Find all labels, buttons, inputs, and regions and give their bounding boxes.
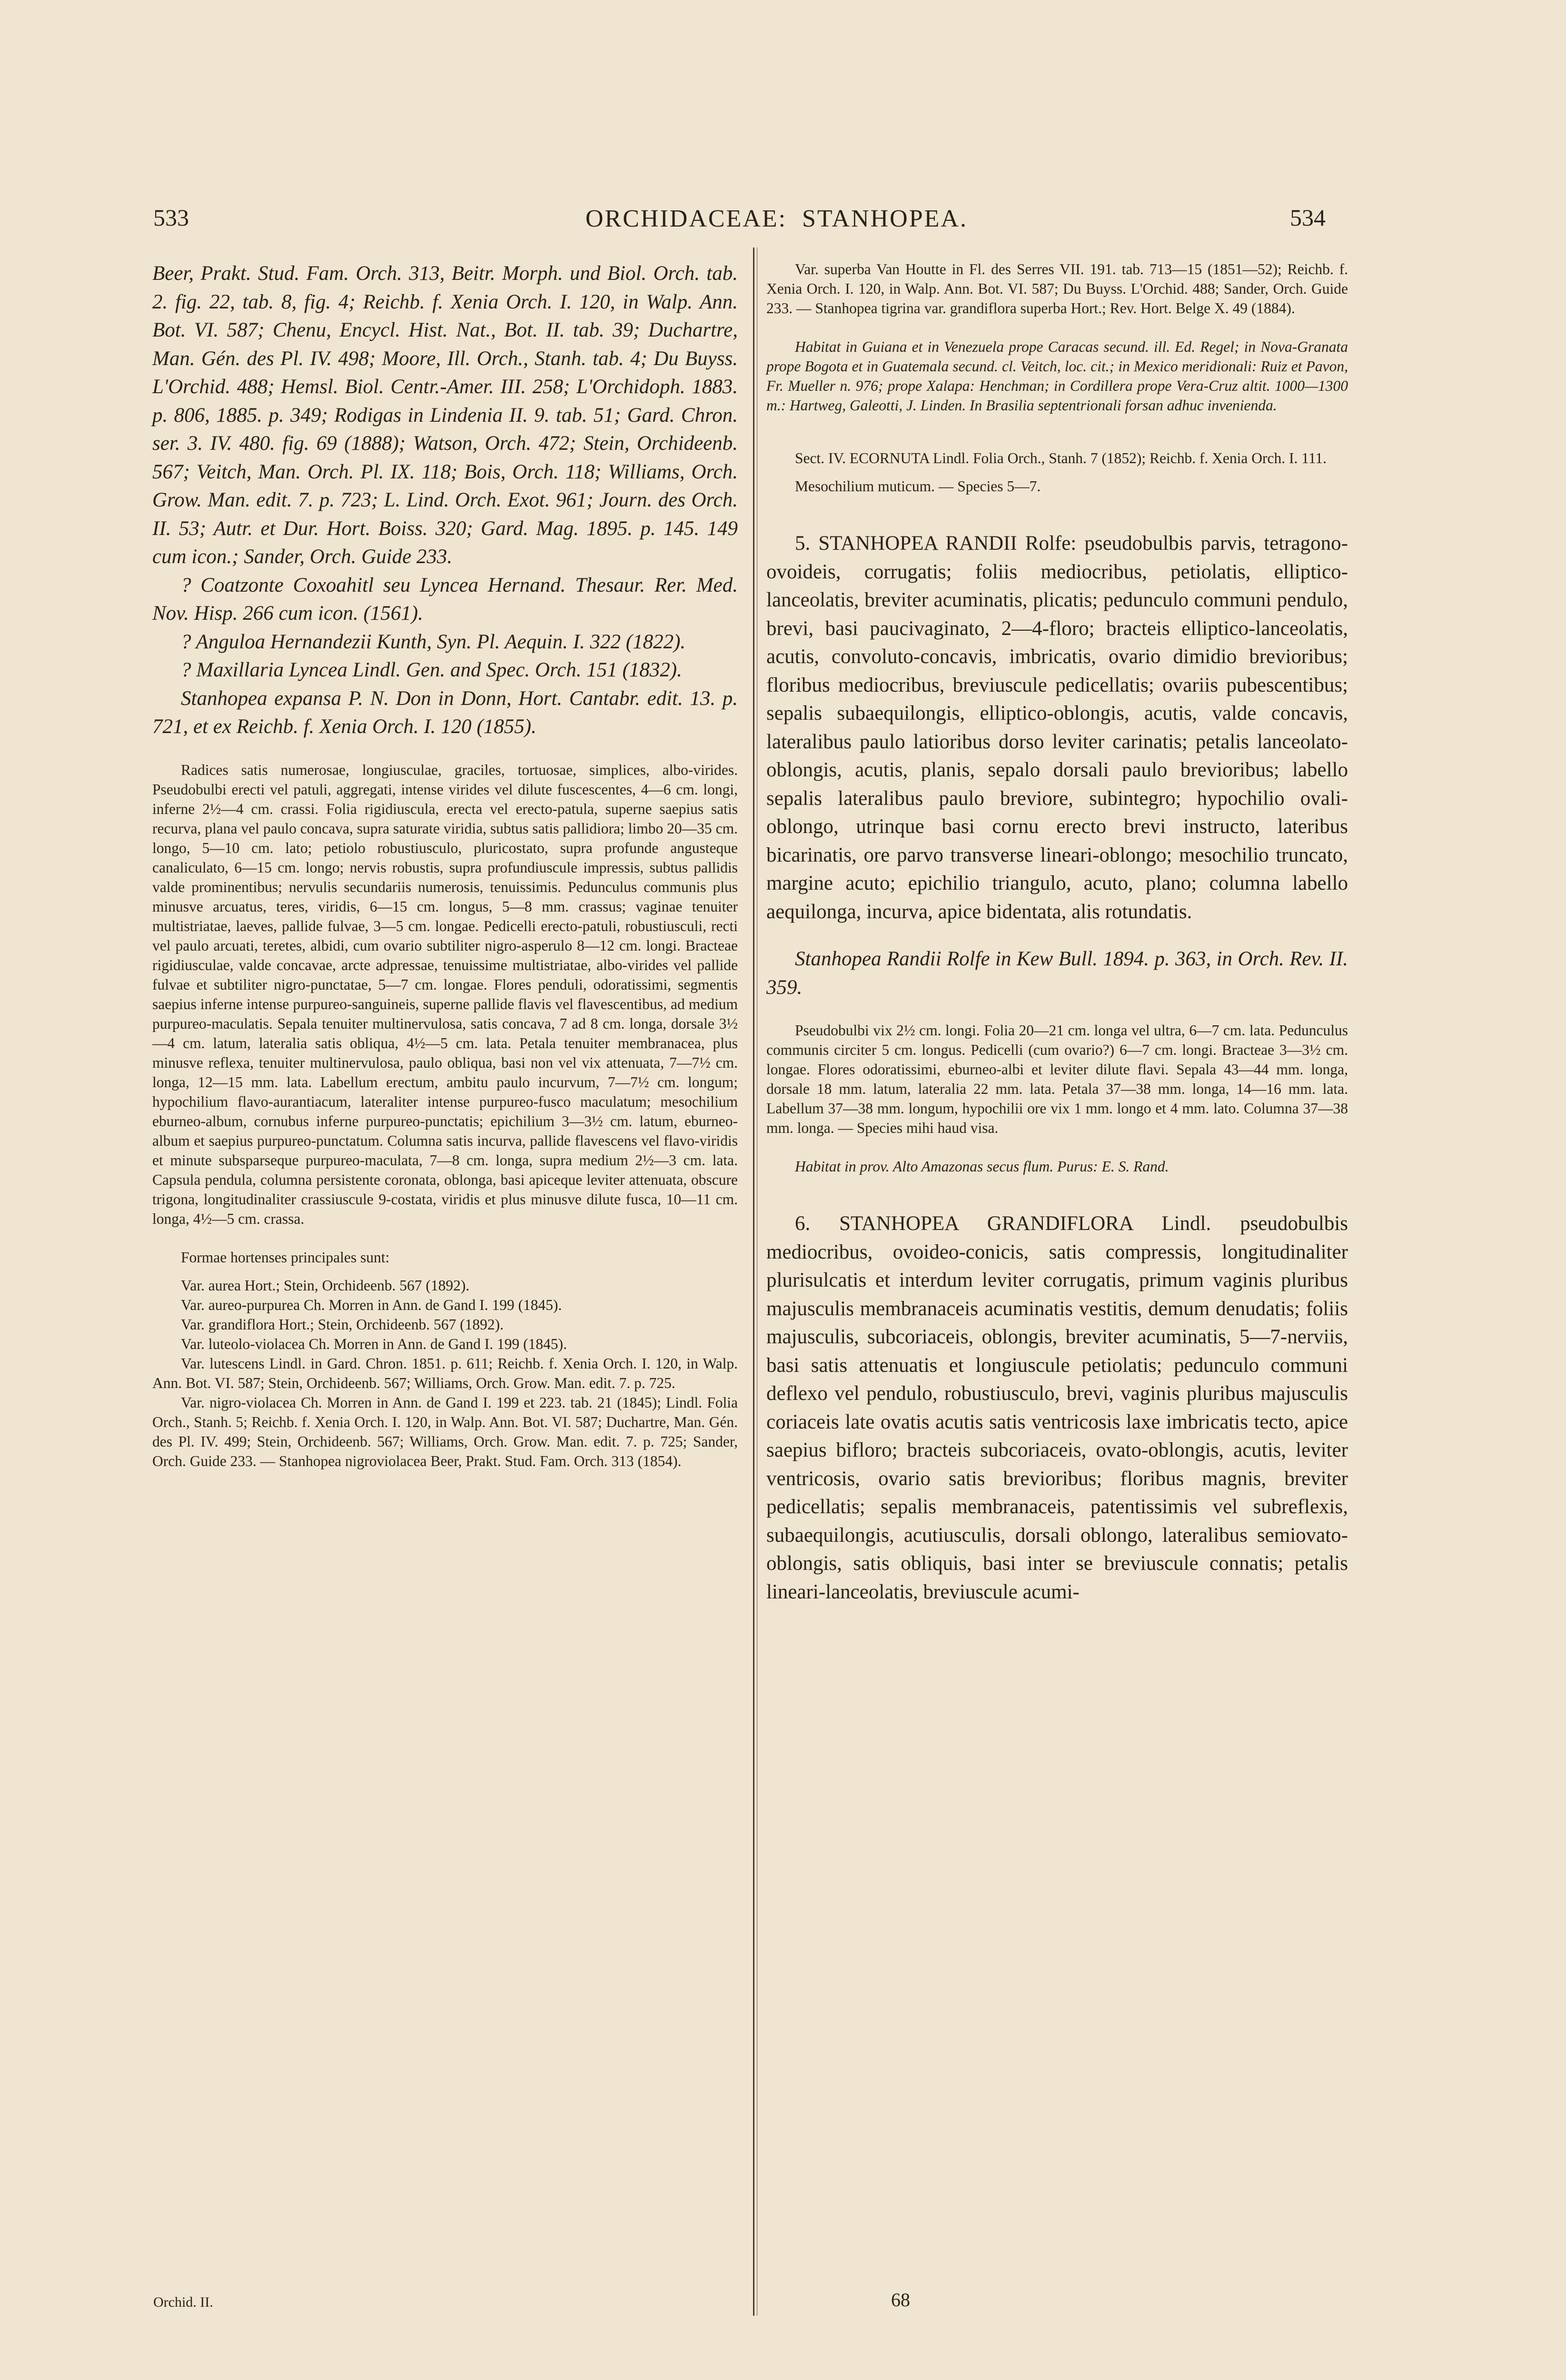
- synonym: Stanhopea expansa P. N. Don in Donn, Hort. Cantabr. edit. 13. p. 721, et ex Reichb. f. Xenia Orch. I. 120 (1855).: [152, 687, 738, 738]
- synonym: ? Maxillaria Lyncea Lindl. Gen. and Spec. Orch. 151 (1832).: [181, 659, 682, 681]
- right-column: [766, 259, 1348, 1606]
- variety-entry: Var. luteolo-violacea Ch. Morren in Ann. de Gand I. 199 (1845).: [181, 1335, 567, 1352]
- variety-entry: Var. aurea Hort.; Stein, Orchideenb. 567 (1892).: [181, 1277, 470, 1294]
- habitat-paragraph: Habitat in prov. Alto Amazonas secus flum. Purus: E. S. Rand.: [795, 1158, 1169, 1175]
- page-number-left: 533: [153, 204, 189, 231]
- synonym: ? Anguloa Hernandezii Kunth, Syn. Pl. Aequin. I. 322 (1822).: [181, 630, 686, 653]
- synonym: ? Coatzonte Coxoahitl seu Lyncea Hernand. Thesaur. Rer. Med. Nov. Hisp. 266 cum icon. (1561).: [152, 574, 738, 625]
- mesochilium-note: Mesochilium muticum. — Species 5—7.: [795, 478, 1041, 495]
- variety-superba: Var. superba Van Houtte in Fl. des Serres VII. 191. tab. 713—15 (1851—52); Reichb. f. Xenia Orch. I. 120, in Walp. Ann. Bot. VI. 587; Du Buyss. L'Orchid. 488; Sander, Orch. Guide 233. — Stanhopea tigrina var. grandiflora superba Hort.; Rev. Hort. Belge X. 49 (1884).: [766, 261, 1348, 317]
- column-divider: [753, 248, 754, 2316]
- species-title: 6. STANHOPEA GRANDIFLORA Lindl.: [795, 1212, 1211, 1235]
- species-randii: [766, 529, 1348, 926]
- footer-volume: Orchid. II.: [153, 2294, 213, 2310]
- page-number-right: 534: [1290, 204, 1326, 231]
- species-grandiflora: [766, 1210, 1348, 1606]
- running-head-family: ORCHIDACEAE:: [585, 205, 787, 232]
- species-description: Radices satis numerosae, longiusculae, graciles, tortuosae, simplices, albo-virides. Pseudobulbi erecti vel patuli, aggregati, intense virides vel dilute fuscescentes, 4—6 cm. longi, inferne 2½—4 cm. crassi. Folia rigidiuscula, erecta vel erecto-patula, superne saepius satis recurva, plana vel paulo concava, supra saturate viridia, subtus satis pallidiora; limbo 20—35 cm. longo, 5—10 cm. lato; petiolo robustiusculo, pluricostato, supra profunde angusteque canaliculato, 6—15 cm. longo; nervis robustis, supra profundiuscule impressis, subtus pallidis valde prominentibus; nervulis secundariis numerosis, tenuissimis. Pedunculus communis plus minusve arcuatus, teres, viridis, 6—15 cm. longus, 5—8 mm. crassus; vaginae tenuiter multistriatae, laeves, pallide fulvae, 3—5 cm. longae. Pedicelli erecto-patuli, robustiusculi, recti vel paulo arcuati, teretes, albidi, cum ovario subtiliter nigro-asperulo 8—12 cm. longi. Bracteae rigidiusculae, valde concavae, arcte adpressae, tenuissime multistriatae, albo-virides vel pallide fulvae et subtiliter nigro-punctatae, 5—7 cm. longae. Flores penduli, odoratissimi, segmentis saepius inferne intense purpureo-sanguineis, superne pallide flavis vel flavescentibus, ad medium purpureo-maculatis. Sepala tenuiter multinervulosa, satis concava, 7 ad 8 cm. longa, dorsale 3½—4 cm. latum, lateralia satis obliqua, 4½—5 cm. lata. Petala tenuiter membranacea, plus minusve reflexa, tenuiter multinervulosa, paulo obliqua, basi non vel vix attenuata, 7—7½ cm. longa, 12—15 mm. lata. Labellum erectum, ambitu paulo incurvum, 7—7½ cm. longum; hypochilium flavo-aurantiacum, lateraliter intense purpureo-fusco maculatum; mesochilium eburneo-album, cornubus inferne purpureo-punctatis; epichilium 3—3½ cm. latum, eburneo-album et saepius purpureo-punctatum. Columna satis incurva, pallide flavescens vel flavo-viridis et minute subsparseque purpureo-maculata, 7—8 cm. longa, supra medium 2½—3 cm. lata. Capsula pendula, columna persistente coronata, oblonga, basi apiceque leviter attenuata, obscure trigona, longitudinaliter crassiuscule 9-costata, viridis et plus minusve dilute fusca, 10—11 cm. longa, 4½—5 cm. crassa.: [152, 761, 738, 1227]
- citations-block: Beer, Prakt. Stud. Fam. Orch. 313, Beitr. Morph. und Biol. Orch. tab. 2. fig. 22, tab. 8, fig. 4; Reichb. f. Xenia Orch. I. 120, in Walp. Ann. Bot. VI. 587; Chenu, Encycl. Hist. Nat., Bot. II. tab. 39; Duchartre, Man. Gén. des Pl. IV. 498; Moore, Ill. Orch., Stanh. tab. 4; Du Buyss. L'Orchid. 488; Hemsl. Biol. Centr.-Amer. III. 258; L'Orchidoph. 1883. p. 806, 1885. p. 349; Rodigas in Lindenia II. 9. tab. 51; Gard. Chron. ser. 3. IV. 480. fig. 69 (1888); Watson, Orch. 472; Stein, Orchideenb. 567; Veitch, Man. Orch. Pl. IX. 118; Bois, Orch. 118; Williams, Orch. Grow. Man. edit. 7. p. 723; L. Lind. Orch. Exot. 961; Journ. des Orch. II. 53; Autr. et Dur. Hort. Boiss. 320; Gard. Mag. 1895. p. 145. 149 cum icon.; Sander, Orch. Guide 233.: [152, 262, 738, 568]
- randii-citation: Stanhopea Randii Rolfe in Kew Bull. 1894. p. 363, in Orch. Rev. II. 359.: [766, 948, 1348, 999]
- variety-entry: Var. grandiflora Hort.; Stein, Orchideenb. 567 (1892).: [181, 1316, 504, 1333]
- species-title: 5. STANHOPEA RANDII Rolfe:: [795, 532, 1077, 555]
- variety-entry: Var. aureo-purpurea Ch. Morren in Ann. de Gand I. 199 (1845).: [181, 1296, 562, 1313]
- variety-entry: Var. lutescens Lindl. in Gard. Chron. 1851. p. 611; Reichb. f. Xenia Orch. I. 120, in Walp. Ann. Bot. VI. 587; Stein, Orchideenb. 567; Williams, Orch. Grow. Man. edit. 7. p. 725.: [152, 1355, 738, 1391]
- running-head-genus: STANHOPEA.: [802, 205, 968, 232]
- variety-entry: Var. nigro-violacea Ch. Morren in Ann. de Gand I. 199 et 223. tab. 21 (1845); Lindl. Folia Orch., Stanh. 5; Reichb. f. Xenia Orch. I. 120, in Walp. Ann. Bot. VI. 587; Duchartre, Man. Gén. des Pl. IV. 499; Stein, Orchideenb. 567; Williams, Orch. Grow. Man. edit. 7. p. 725; Sander, Orch. Guide 233. — Stanhopea nigroviolacea Beer, Prakt. Stud. Fam. Orch. 313 (1854).: [152, 1394, 738, 1469]
- habitat-paragraph: Habitat in Guiana et in Venezuela prope Caracas secund. ill. Ed. Regel; in Nova-Granata prope Bogota et in Guatemala secund. cl. Veitch, loc. cit.; in Mexico meridionali: Ruiz et Pavon, Fr. Mueller n. 976; prope Xalapa: Henchman; in Cordillera prope Vera-Cruz altit. 1000—1300 m.: Hartweg, Galeotti, J. Linden. In Brasilia septentrionali forsan adhuc invenienda.: [766, 338, 1348, 414]
- left-column: [152, 259, 738, 1471]
- signature-mark: 68: [891, 2289, 910, 2311]
- formae-intro: Formae hortenses principales sunt:: [181, 1249, 390, 1266]
- species-diagnosis: pseudobulbis parvis, tetragono-ovoideis, corrugatis; foliis mediocribus, petiolatis, elliptico-lanceolatis, breviter acuminatis, plicatis; pedunculo communi pendulo, brevi, basi paucivaginato, 2—4-floro; bracteis elliptico-lanceolatis, acutis, convoluto-concavis, imbricatis, ovario dimidio brevioribus; floribus mediocribus, breviuscule pedicellatis; ovariis pubescentibus; sepalis subaequilongis, elliptico-oblongis, acutis, valde concavis, lateralibus paulo latioribus dorso leviter carinatis; petalis lanceolato-oblongis, acutis, planis, sepalo dorsali paulo brevioribus; labello sepalis lateralibus paulo breviore, subintegro; hypochilio ovali-oblongo, utrinque basi cornu erecto brevi instructo, lateribus bicarinatis, ore parvo transverse lineari-oblongo; mesochilio truncato, margine acuto; epichilio triangulo, acuto, plano; columna labello aequilonga, incurva, apice bidentata, alis rotundatis.: [766, 532, 1348, 923]
- randii-description: Pseudobulbi vix 2½ cm. longi. Folia 20—21 cm. longa vel ultra, 6—7 cm. lata. Pedunculus communis circiter 5 cm. longus. Pedicelli (cum ovario?) 6—7 cm. longi. Bracteae 3—3½ cm. longae. Flores odoratissimi, eburneo-albi et leviter dilute flavi. Sepala 43—44 mm. longa, dorsale 18 mm. latum, lateralia 22 mm. lata. Petala 37—38 mm. longa, 14—16 mm. lata. Labellum 37—38 mm. longum, hypochilii ore vix 1 mm. longo et 4 mm. lato. Columna 37—38 mm. longa. — Species mihi haud visa.: [766, 1022, 1348, 1136]
- section-heading: Sect. IV. ECORNUTA Lindl. Folia Orch., Stanh. 7 (1852); Reichb. f. Xenia Orch. I. 111.: [795, 450, 1327, 466]
- species-diagnosis: pseudobulbis mediocribus, ovoideo-conicis, satis compressis, longitudinaliter plurisulcatis et interdum leviter corrugatis, primum vaginis pluribus majusculis membranaceis acuminatis vestitis, demum denudatis; foliis majusculis, subcoriaceis, oblongis, breviter acuminatis, 5—7-nerviis, basi satis attenuatis et longiuscule petiolatis; pedunculo communi deflexo vel pendulo, robustiusculo, brevi, vaginis pluribus majusculis coriaceis late ovatis acutis satis ventricosis laxe imbricatis tecto, apice saepius bifloro; bracteis subcoriaceis, ovato-oblongis, acutis, leviter ventricosis, ovario satis brevioribus; floribus magnis, breviter pedicellatis; sepalis membranaceis, patentissimis vel subreflexis, subaequilongis, acutiusculis, dorsali oblongo, lateralibus semiovato-oblongis, satis obliquis, basi inter se breviuscule connatis; petalis lineari-lanceolatis, breviuscule acumi-: [766, 1212, 1348, 1603]
